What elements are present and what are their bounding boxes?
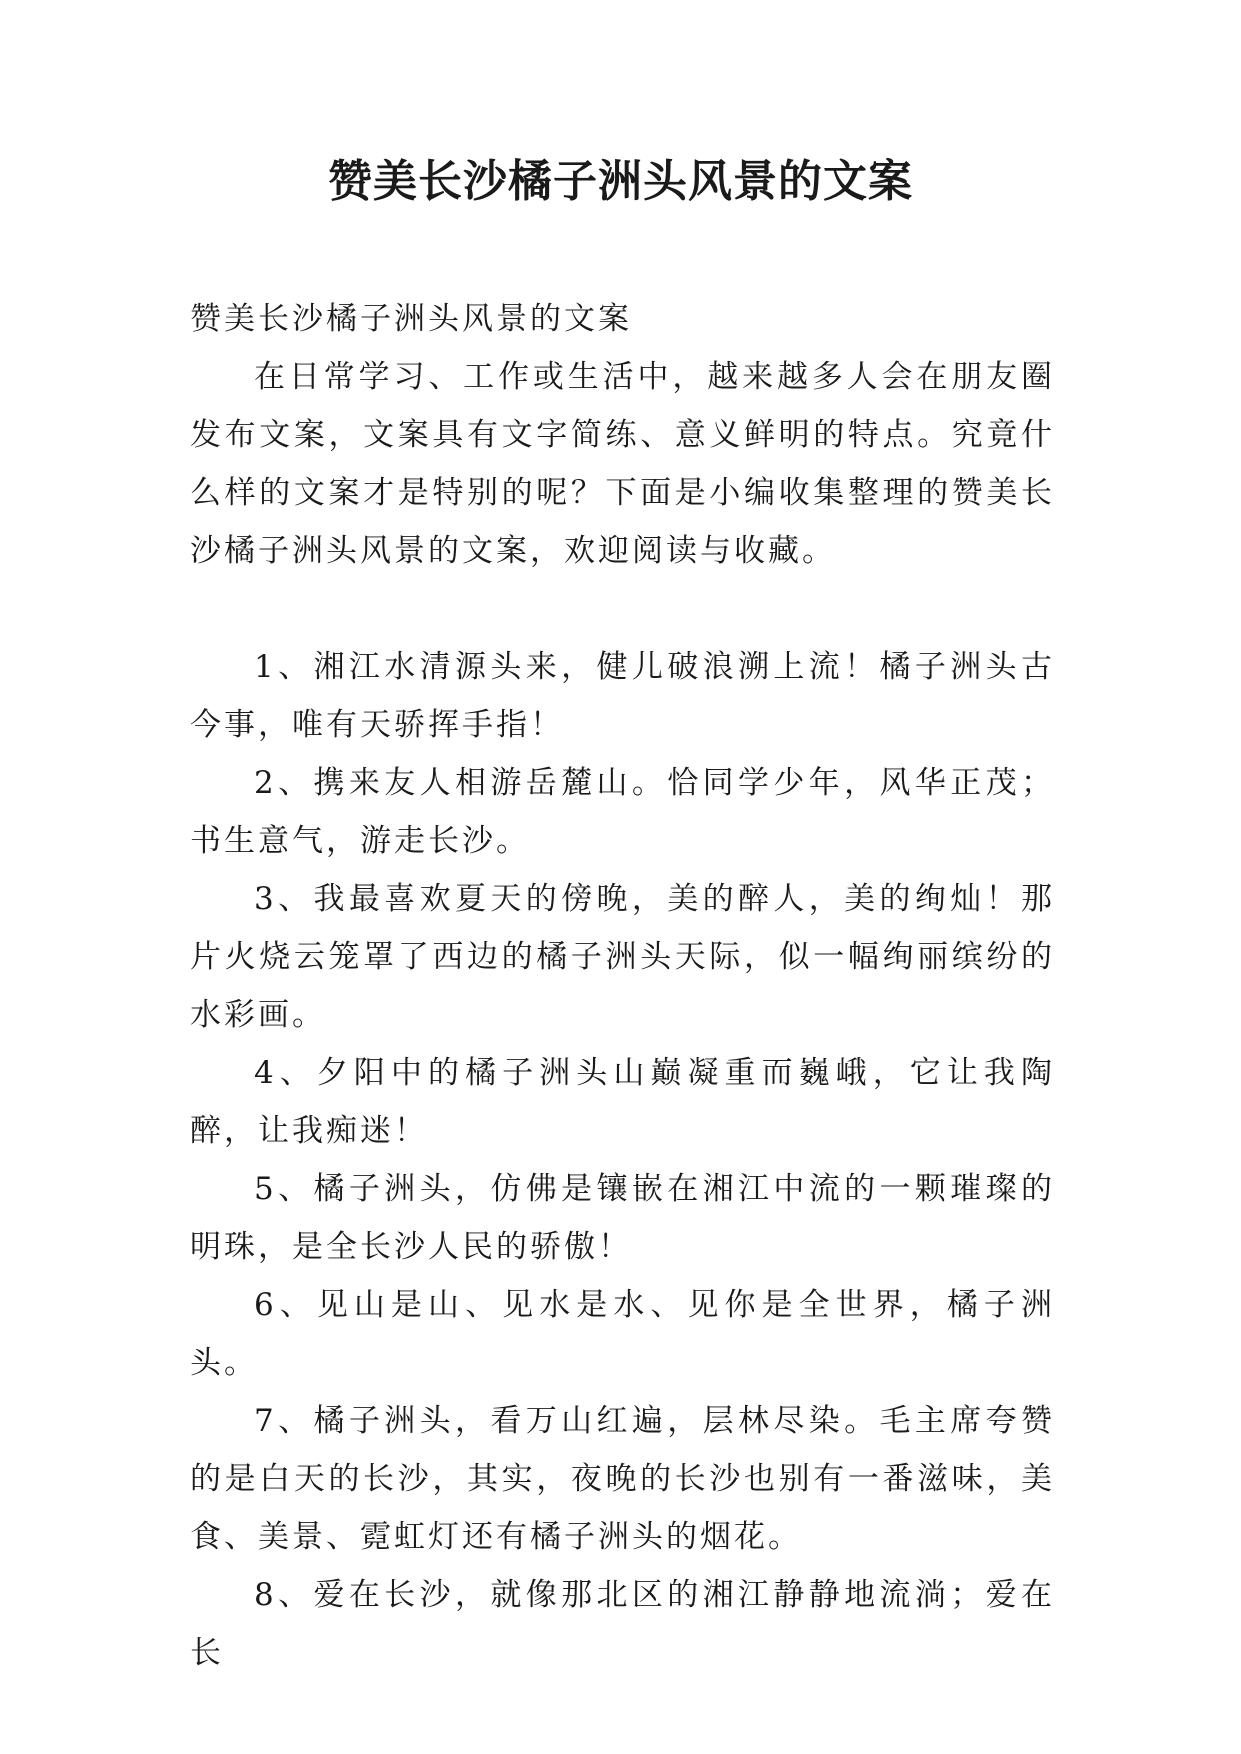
- list-item: 7、橘子洲头，看万山红遍，层林尽染。毛主席夸赞的是白天的长沙，其实，夜晚的长沙也别有一番滋味，美食、美景、霓虹灯还有橘子洲头的烟花。: [190, 1403, 1055, 1555]
- list-item: 5、橘子洲头，仿佛是镶嵌在湘江中流的一颗璀璨的明珠，是全长沙人民的骄傲！: [190, 1171, 1055, 1265]
- list-item: 4、夕阳中的橘子洲头山巅凝重而巍峨，它让我陶醉，让我痴迷！: [190, 1055, 1055, 1149]
- list-item: 1、湘江水清源头来，健儿破浪溯上流！橘子洲头古今事，唯有天骄挥手指！: [190, 649, 1055, 743]
- list-item: 2、携来友人相游岳麓山。恰同学少年，风华正茂；书生意气，游走长沙。: [190, 765, 1055, 859]
- list-item: 6、见山是山、见水是水、见你是全世界，橘子洲头。: [190, 1287, 1055, 1381]
- list-item: 8、爱在长沙，就像那北区的湘江静静地流淌；爱在长: [190, 1577, 1055, 1671]
- document-subtitle: 赞美长沙橘子洲头风景的文案: [190, 301, 632, 337]
- paragraph-spacer: [190, 580, 1055, 638]
- document-body: [190, 290, 1055, 1682]
- document-title: 赞美长沙橘子洲头风景的文案: [328, 156, 913, 207]
- list-item: 3、我最喜欢夏天的傍晚，美的醉人，美的绚灿！那片火烧云笼罩了西边的橘子洲头天际，似一幅绚丽缤纷的水彩画。: [190, 881, 1055, 1033]
- intro-paragraph: 在日常学习、工作或生活中，越来越多人会在朋友圈发布文案，文案具有文字简练、意义鲜明的特点。究竟什么样的文案才是特别的呢？下面是小编收集整理的赞美长沙橘子洲头风景的文案，欢迎阅读与收藏。: [190, 359, 1055, 569]
